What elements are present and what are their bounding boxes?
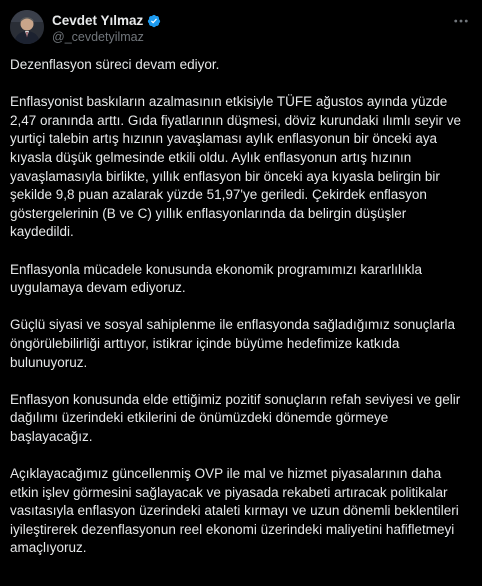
author-display-name[interactable]: Cevdet Yılmaz [52, 13, 144, 28]
tweet-paragraph: Enflasyonla mücadele konusunda ekonomik programımızı kararlılıkla uygulamaya devam ediyoruz. [10, 261, 422, 296]
more-options-icon [452, 12, 470, 30]
author-name-row [52, 13, 161, 29]
tweet-header [0, 0, 482, 54]
more-options-button[interactable] [450, 12, 472, 30]
tweet-paragraph: Güçlü siyasi ve sosyal sahiplenme ile enflasyonda sağladığımız sonuçlarla öngörülebilirliği arttıyor, istikrar içinde büyüme hedefimize katkıda bulunuyoruz. [10, 317, 455, 370]
tweet-paragraph: Dezenflasyon süreci devam ediyor. [10, 57, 220, 72]
tweet-text [10, 56, 470, 558]
tweet-paragraph: Açıklayacağımız güncellenmiş OVP ile mal ve hizmet piyasalarının daha etkin işlev görmesini sağlayacak ve piyasada rekabeti artıracak politikalar vasıtasıyla enflasyon üzerindeki ataleti kırmayı ve uzun dönemli beklentileri iyileştirerek dezenflasyonun reel ekonomi üzerindeki maliyetini hafifletmeyi amaçlıyoruz. [10, 466, 459, 556]
tweet-paragraph: Enflasyonist baskıların azalmasının etkisiyle TÜFE ağustos ayında yüzde 2,47 oranında arttı. Gıda fiyatlarının düşmesi, döviz kurundaki ılımlı seyir ve yurtiçi talebin artış hızının yavaşlaması aylık enflasyonun bir önceki aya kıyasla düşük gelmesinde etkili oldu. Aylık enflasyonun artış hızının yavaşlamasıyla birlikte, yıllık enflasyon bir önceki aya kıyasla belirgin bir şekilde 9,8 puan azalarak yüzde 51,97'ye geriledi. Çekirdek enflasyon göstergelerinin (B ve C) yıllık enflasyonlarında da belirgin düşüşler kaydedildi. [10, 94, 461, 240]
tweet-paragraph: Enflasyon konusunda elde ettiğimiz pozitif sonuçların refah seviyesi ve gelir dağılımı üzerindeki etkilerini de önümüzdeki dönemde görmeye başlayacağız. [10, 391, 461, 444]
verified-badge-icon [147, 14, 161, 28]
avatar[interactable] [10, 10, 44, 44]
author-handle[interactable]: @_cevdetyilmaz [52, 30, 144, 44]
avatar-image [10, 10, 44, 44]
